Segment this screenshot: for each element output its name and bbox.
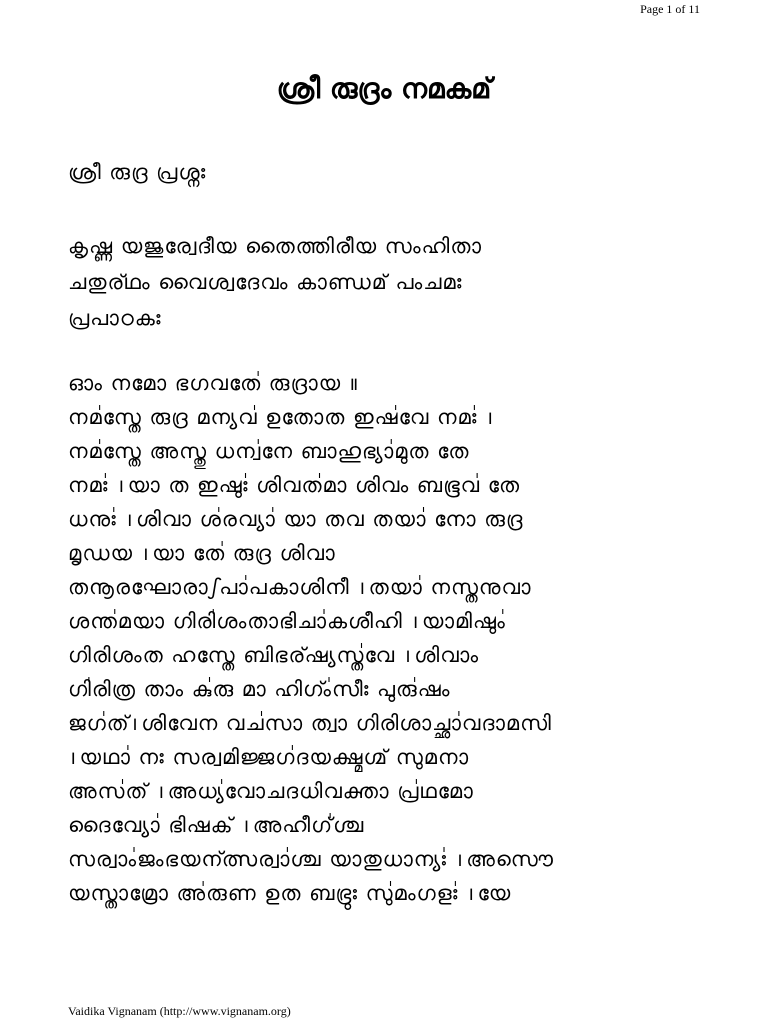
verse-line: നമ॑സ്തേ രുദ്ര മന്യവ॑ ഉതോത ഇഷ॑വേ നമഃ॑ । — [68, 405, 497, 429]
page-number: Page 1 of 11 — [640, 2, 700, 16]
verse-line: ധനുഃ॑ ।ശിവാ ശ॑രവ്യാ॑ യാ തവ തയാ॑ നോ രുദ്ര — [68, 507, 524, 531]
verse-line: യസ്താമ്രോ അ॑രുണ ഉത ബഭ്രുഃ സു॑മംഗളഃ॑ ।യേ — [68, 881, 512, 905]
verse-line: ഗി॑രിത്ര താം കു॑രു മാ ഹിഗ്ം॑സീഃ പുരു॑ഷം — [68, 677, 451, 701]
verse-line: ഗിരിശംത ഹസ്തേ ബിഭര്ഷ്യസ്ത॑വേ ।ശിവാം — [68, 643, 480, 667]
verse-line: നമഃ॑ ।യാ ത ഇഷുഃ॑ ശിവത॑മാ ശിവം ബഭൂവ॑ തേ — [68, 473, 521, 497]
verse-line: ദൈവ്യോ॑ ഭിഷക് ।അഹീഗ്॑ശ്ച — [68, 813, 365, 837]
intro-line: ചതുര്ഥം വൈശ്വദേവം കാണ്ഡമ് പംചമഃ — [68, 270, 463, 294]
verse-line: മൃഡയ ।യാ തേ॑ രുദ്ര ശിവാ — [68, 541, 336, 565]
section-subtitle: ശ്രീ രുദ്ര പ്രശ്നഃ — [68, 160, 207, 184]
page-title: ശ്രീ രുദ്രം നമകമ് — [276, 72, 492, 105]
intro-line: കൃഷ്ണ യജുര്വേദീയ തൈത്തിരീയ സംഹിതാ — [68, 234, 482, 258]
verse-line: നമ॑സ്തേ അസ്തു ധന്വ॑നേ ബാഹുഭ്യാ॑മുത തേ — [68, 439, 470, 463]
verse-line: ഓം നമോ ഭഗവതേ॑ രുദ്രായ ॥ — [68, 371, 361, 395]
verse-line: ।യഥാ॑ നഃ സര്വമിജ്ജഗ॑ദയക്ഷ്മഗ്മ് സുമനാ — [68, 745, 470, 769]
verse-line: തനൂരഘോരാഽപാ॑പകാശിനീ ।തയാ॑ നസ്തനുവാ — [68, 575, 532, 599]
verse-line: അസ॑ത് ।അധ്യ॑വോചദധിവക്താ പ്ര॑ഥമോ — [68, 779, 474, 803]
footer-source: Vaidika Vignanam (http://www.vignanam.org) — [68, 1004, 291, 1018]
verse-text — [68, 366, 708, 910]
verse-line: സര്വാം॑ജംഭയന്ത്സര്വാ॑ശ്ച യാതുധാന്യഃ॑ ।അസൌ — [68, 847, 554, 871]
intro-line: പ്രപാഠകഃ — [68, 306, 162, 330]
intro-text — [68, 228, 708, 336]
verse-line: ശന്ത॑മയാ ഗിരി॑ശംതാഭിചാ॑കശീഹി ।യാമിഷും॑ — [68, 609, 506, 633]
verse-line: ജഗ॑ത്।ശിവേന വച॑സാ ത്വാ ഗിരിശാച്ഛാ॑വദാമസി — [68, 711, 552, 735]
